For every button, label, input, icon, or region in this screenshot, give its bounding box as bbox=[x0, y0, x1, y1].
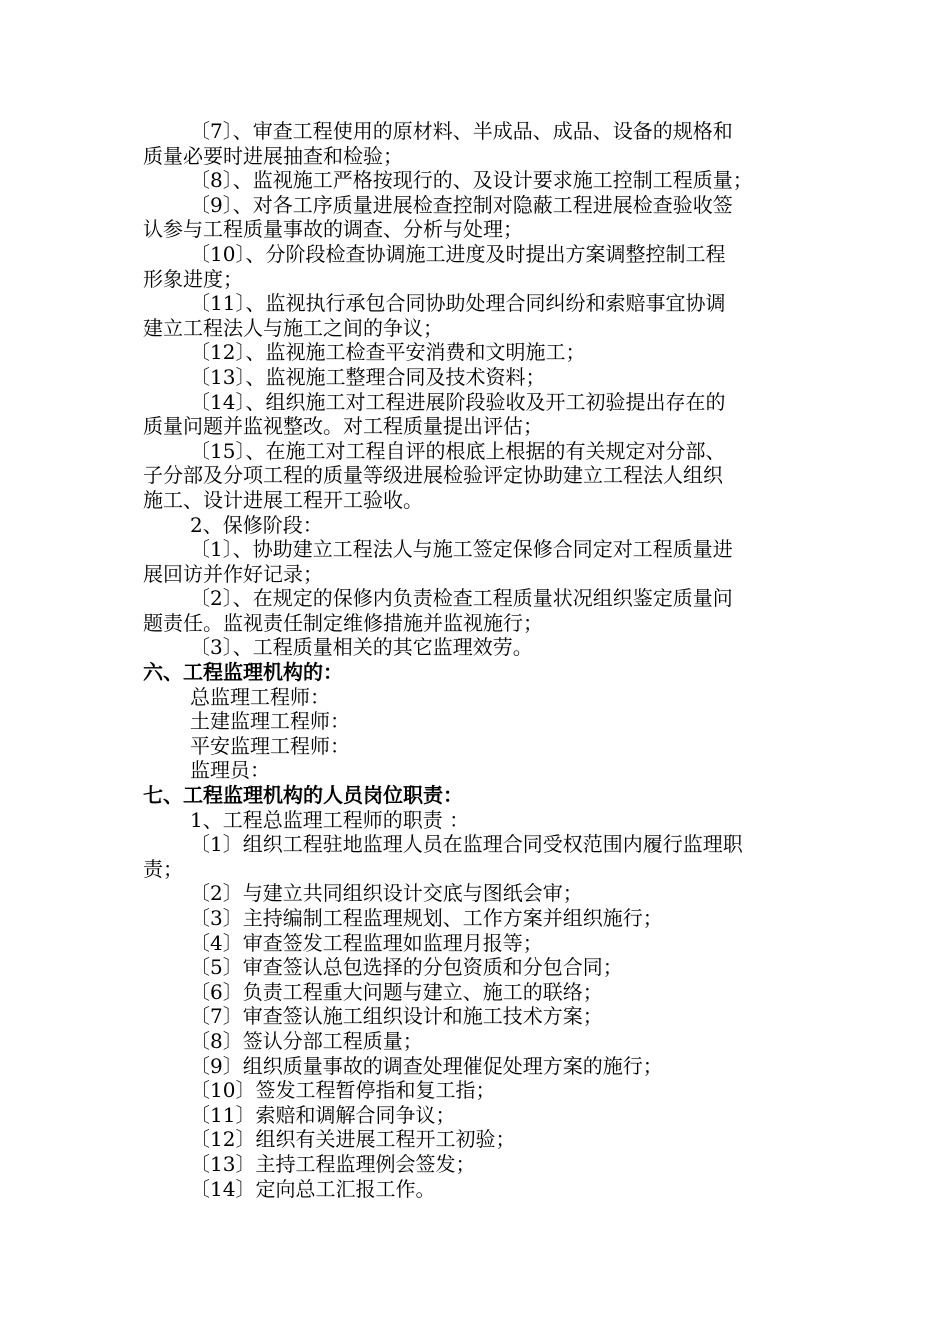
text-line: 质量问题并监视整改。对工程质量提出评估； bbox=[143, 414, 543, 439]
text-line: 〔10〕、分阶段检查协调施工进度及时提出方案调整控制工程 bbox=[190, 241, 726, 266]
text-line: 总监理工程师： bbox=[190, 684, 330, 709]
text-line: 监理员： bbox=[190, 758, 270, 783]
text-line: 〔6〕负责工程重大问题与建立、施工的联络； bbox=[190, 979, 603, 1004]
text-line: 建立工程法人与施工之间的争议； bbox=[143, 315, 443, 340]
document-page bbox=[143, 119, 813, 1201]
text-line: 〔10〕签发工程暂停指和复工指； bbox=[190, 1078, 496, 1103]
text-line: 〔4〕审查签发工程监理如监理月报等； bbox=[190, 930, 543, 955]
subsection-heading: 1、工程总监理工程师的职责 ： bbox=[190, 807, 470, 832]
text-line: 展回访并作好记录； bbox=[143, 561, 323, 586]
text-line: 〔12〕组织有关进展工程开工初验； bbox=[190, 1127, 516, 1152]
text-line: 〔1〕组织工程驻地监理人员在监理合同受权范围内履行监理职 bbox=[190, 832, 743, 857]
text-line: 土建监理工程师： bbox=[190, 709, 350, 734]
section-heading: 七、工程监理机构的人员岗位职责： bbox=[143, 783, 463, 808]
text-line: 〔7〕审查签认施工组织设计和施工技术方案； bbox=[190, 1004, 603, 1029]
text-line: 〔2〕与建立共同组织设计交底与图纸会审； bbox=[190, 881, 583, 906]
text-line: 施工、设计进展工程开工验收。 bbox=[143, 487, 423, 512]
text-line: 〔13〕主持工程监理例会签发； bbox=[190, 1151, 476, 1176]
subsection-heading: 2、保修阶段： bbox=[190, 512, 323, 537]
text-line: 责； bbox=[143, 856, 183, 881]
text-line: 子分部及分项工程的质量等级进展检验评定协助建立工程法人组织 bbox=[143, 463, 723, 488]
section-heading: 六、工程监理机构的： bbox=[143, 660, 343, 685]
text-line: 〔12〕、监视施工检查平安消费和文明施工； bbox=[190, 340, 586, 365]
text-line: 〔8〕、监视施工严格按现行的、及设计要求施工控制工程质量； bbox=[190, 168, 753, 193]
text-line: 〔14〕、组织施工对工程进展阶段验收及开工初验提出存在的 bbox=[190, 389, 726, 414]
text-line: 〔7〕、审查工程使用的原材料、半成品、成品、设备的规格和 bbox=[190, 119, 733, 143]
text-line: 〔8〕签认分部工程质量； bbox=[190, 1028, 423, 1053]
text-line: 〔11〕、监视执行承包合同协助处理合同纠纷和索赔事宜协调 bbox=[190, 291, 726, 316]
text-line: 〔3〕、工程质量相关的其它监理效劳。 bbox=[190, 635, 533, 660]
text-line: 〔9〕、对各工序质量进展检查控制对隐蔽工程进展检查验收签 bbox=[190, 192, 733, 217]
text-line: 〔1〕、协助建立工程法人与施工签定保修合同定对工程质量进 bbox=[190, 537, 733, 562]
text-line: 〔11〕索赔和调解合同争议； bbox=[190, 1102, 456, 1127]
text-line: 认参与工程质量事故的调查、分析与处理； bbox=[143, 217, 523, 242]
text-line: 〔14〕定向总工汇报工作。 bbox=[190, 1176, 436, 1201]
text-line: 〔5〕审查签认总包选择的分包资质和分包合同； bbox=[190, 955, 623, 980]
text-line: 〔13〕、监视施工整理合同及技术资料； bbox=[190, 364, 546, 389]
text-line: 形象进度； bbox=[143, 266, 243, 291]
text-line: 〔9〕组织质量事故的调查处理催促处理方案的施行； bbox=[190, 1053, 663, 1078]
text-line: 平安监理工程师： bbox=[190, 733, 350, 758]
text-line: 题责任。监视责任制定维修措施并监视施行； bbox=[143, 610, 543, 635]
text-line: 〔3〕主持编制工程监理规划、工作方案并组织施行； bbox=[190, 906, 663, 930]
text-line: 质量必要时进展抽查和检验； bbox=[143, 143, 403, 168]
text-line: 〔2〕、在规定的保修内负责检查工程质量状况组织鉴定质量问 bbox=[190, 586, 733, 611]
text-line: 〔15〕、在施工对工程自评的根底上根据的有关规定对分部、 bbox=[190, 438, 726, 463]
